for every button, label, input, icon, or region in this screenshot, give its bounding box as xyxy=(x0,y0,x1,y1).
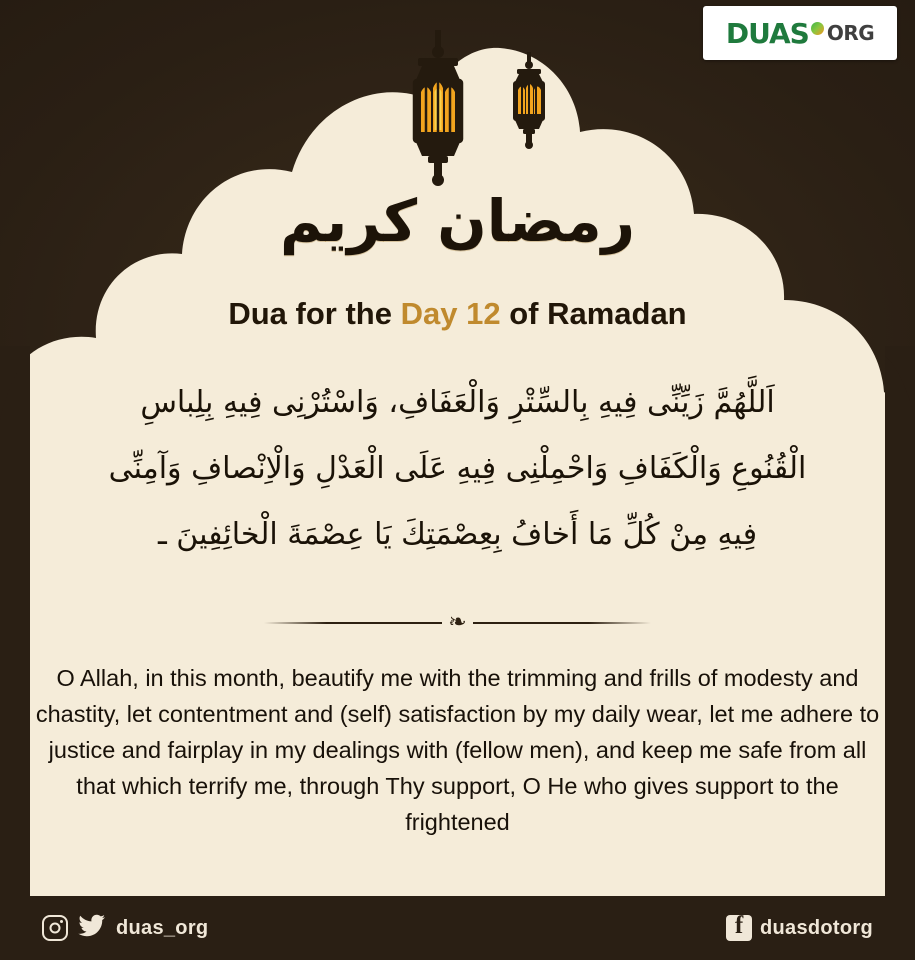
ramadan-kareem-calligraphy xyxy=(0,187,915,282)
lantern-small-icon xyxy=(500,52,558,157)
arabic-line: فِيهِ مِنْ كُلِّ مَا أَخافُ بِعِصْمَتِكَ يَا عِصْمَةَ الْخائِفِينَ ـ xyxy=(157,517,758,552)
divider-ornament-icon: ❧ xyxy=(448,610,467,635)
logo-text-duas: DUAS xyxy=(725,16,809,50)
twitter-icon[interactable] xyxy=(78,914,106,943)
title-prefix: Dua for the xyxy=(228,296,392,331)
arabic-dua-text xyxy=(32,370,883,568)
arabic-line: اَللَّهُمَّ زَيِّنِّى فِيهِ بِالسِّتْرِ وَالْعَفَافِ، وَاسْتُرْنِى فِيهِ بِلِباسِ xyxy=(140,385,775,420)
arabic-line: الْقُنُوعِ وَالْكَفَافِ وَاحْمِلْنِى فِيهِ عَلَى الْعَدْلِ وَالْاِنْصافِ وَآمِنِّى xyxy=(108,451,807,486)
social-handle[interactable]: duas_org xyxy=(116,916,209,939)
social-links-left[interactable] xyxy=(42,914,208,943)
calligraphy-text: رمضان كريم xyxy=(280,187,635,255)
lantern-large-icon xyxy=(388,30,488,195)
facebook-handle[interactable]: duasdotorg xyxy=(760,916,873,939)
instagram-icon[interactable] xyxy=(42,915,68,941)
site-logo[interactable] xyxy=(703,6,897,60)
logo-text-org: ORG xyxy=(826,21,875,45)
facebook-icon[interactable] xyxy=(726,915,752,941)
footer-bar xyxy=(0,896,915,960)
page-title xyxy=(0,296,915,332)
divider-line-right xyxy=(473,622,651,624)
title-suffix: of Ramadan xyxy=(509,296,687,331)
title-day-number: Day 12 xyxy=(400,296,501,331)
divider-line-left xyxy=(264,622,442,624)
translation-text: O Allah, in this month, beautify me with the trimming and frills of modesty and chastity, let contentment and (self) satisfaction by my daily wear, let me adhere to justice and fairplay in my dealings with (fellow men), and keep me safe from all that which terrify me, through Thy support, O He who gives support to the frightened xyxy=(35,665,880,835)
social-links-right[interactable] xyxy=(726,915,873,941)
gradient-dot-icon xyxy=(811,22,824,35)
ornamental-divider xyxy=(0,612,915,634)
